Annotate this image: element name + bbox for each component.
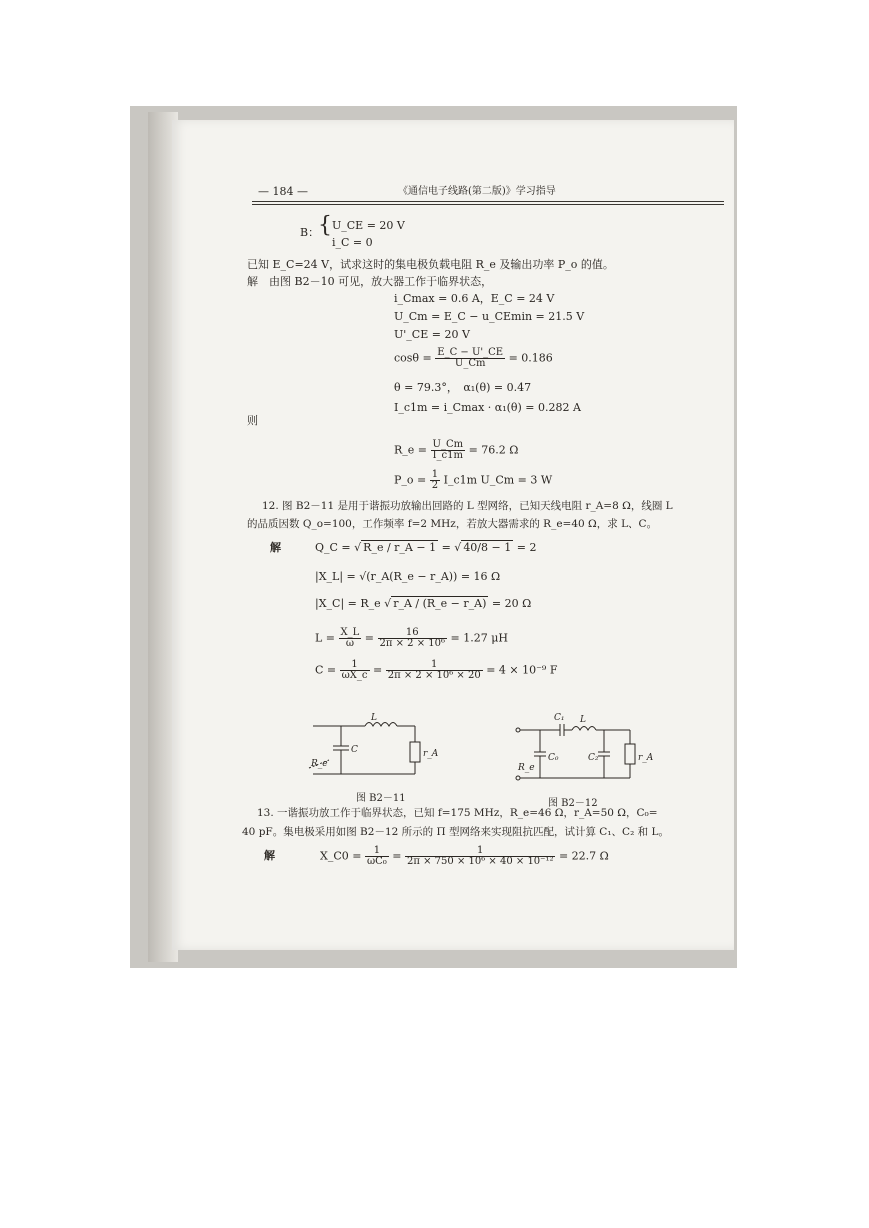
fig11-label-Re: R_e <box>311 759 328 769</box>
p12-c-den2: 2π × 2 × 10⁶ × 20 <box>387 670 481 681</box>
p11-eq8-fraction <box>430 470 440 491</box>
p11-eq8-lhs: P_o = <box>394 473 427 487</box>
p11-solution-intro: 解 由图 B2－10 可见，放大器工作于临界状态， <box>247 275 493 288</box>
p11-statement: 已知 E_C=24 V，试求这时的集电极负载电阻 R_e 及输出功率 P_o 的值。 <box>247 258 614 271</box>
p11-eq7-fraction <box>431 440 466 461</box>
p12-c-frac2 <box>386 660 483 681</box>
condition-brace: { <box>318 213 332 238</box>
p12-qc-eq: = <box>441 541 451 554</box>
p13-x: X_C0 = $\frac{1}{\text{ωC₀}}$ = $\frac{1}{\text{2π × 750 × 10⁶ × 40 × 10⁻¹²}}$ = 22.7 Ω <box>320 845 609 867</box>
p12-qc-lhs: Q_C = <box>315 541 351 554</box>
fig12-label-C1: C₁ <box>554 713 565 723</box>
p12-xc-sqrt: r_A / (R_e − r_A) <box>393 597 487 610</box>
p11-eq5: θ = 79.3°， α₁(θ) = 0.47 <box>394 381 532 394</box>
header-rule <box>252 201 724 202</box>
p12-c-lhs: C = <box>315 663 337 677</box>
p12-qc: Q_C = √ R_e / r_A − 1 = √ 40/8 − 1 = 2 <box>315 541 537 554</box>
p11-eq7-lhs: R_e = <box>394 443 428 457</box>
p11-eq6: I_c1m = i_Cmax · α₁(θ) = 0.282 A <box>394 401 581 414</box>
figure-b2-11 <box>305 708 439 788</box>
p11-eq7-num: U_Cm <box>432 439 464 450</box>
p12-c-num1: 1 <box>340 660 370 671</box>
p12-c-num2: 1 <box>386 660 483 671</box>
fig11-label-rA: r_A <box>423 749 439 759</box>
fig12-label-Re: R_e <box>518 763 535 773</box>
p13-solution-label: 解 <box>264 849 275 862</box>
p12-l-frac1 <box>339 628 362 649</box>
p13-line-1: 13. 一谐振功放工作于临界状态，已知 f=175 MHz，R_e=46 Ω，r_A=50 Ω，C₀= <box>257 807 658 819</box>
p12-line-2: 的品质因数 Q_o=100，工作频率 f=2 MHz，若放大器需求的 R_e=40 Ω，求 L、C。 <box>247 518 658 530</box>
p13-x-frac2 <box>405 846 555 867</box>
p11-eq4-den: U_Cm <box>454 358 486 369</box>
p12-xl: |X_L| = √(r_A(R_e − r_A)) = 16 Ω <box>315 570 501 583</box>
p11-eq8-rhs: I_c1m U_Cm = 3 W <box>443 473 553 487</box>
fig12-label-C2: C₂ <box>588 753 599 763</box>
header-rule-2 <box>252 204 724 205</box>
p13-x-den2: 2π × 750 × 10⁶ × 40 × 10⁻¹² <box>407 856 554 867</box>
p11-eq7 <box>394 440 518 461</box>
p13-x-den1: ωC₀ <box>366 856 387 867</box>
p13-x-num1: 1 <box>365 846 389 857</box>
p11-eq7-rhs: = 76.2 Ω <box>468 443 519 457</box>
p12-c-frac1 <box>340 660 370 681</box>
p12-line-1: 12. 图 B2－11 是用于谐振功放输出回路的 L 型网络，已知天线电阻 r_A=8 Ω，线圈 L <box>262 500 673 512</box>
figure-b2-12 <box>512 708 672 788</box>
p11-eq7-den: I_c1m <box>432 450 463 461</box>
fig11-caption: 图 B2－11 <box>356 793 406 804</box>
fig11-label-L: L <box>371 713 377 723</box>
p12-c-rhs: = 4 × 10⁻⁹ F <box>486 663 558 677</box>
p11-then: 则 <box>247 414 258 427</box>
p12-l: L = $\frac{X\_L}{\omega}$ = $\frac{16}{\text{2π × 2 × 10⁶}}$ = 1.27 μH <box>315 627 508 649</box>
condition-label: B： <box>300 226 320 239</box>
book-title: 《通信电子线路(第二版)》学习指导 <box>398 186 556 197</box>
p11-eq8-num: 1 <box>431 469 439 480</box>
p11-eq3: U'_CE = 20 V <box>394 328 470 341</box>
p13-line-2: 40 pF。集电极采用如图 B2－12 所示的 Π 型网络来实现阻抗匹配，试计算 C₁、C₂ 和 L。 <box>242 826 669 838</box>
p12-qc-sqrt2: 40/8 − 1 <box>463 541 512 554</box>
p13-x-lhs: X_C0 = <box>320 849 362 863</box>
p13-x-rhs: = 22.7 Ω <box>558 849 609 863</box>
p12-l-num2: 16 <box>378 628 448 639</box>
p12-xc: |X_C| = R_e √ r_A / (R_e − r_A) = 20 Ω <box>315 597 532 610</box>
p12-solution-label: 解 <box>270 541 281 554</box>
condition-line-2: i_C = 0 <box>332 236 373 249</box>
p13-x-frac1 <box>365 846 389 867</box>
p11-eq2: U_Cm = E_C − u_CEmin = 21.5 V <box>394 310 585 323</box>
p13-x-num2: 1 <box>405 846 555 857</box>
p12-c: C = $\frac{1}{\omega X\_c}$ = $\frac{1}{\text{2π × 2 × 10⁶ × 20}}$ = 4 × 10⁻⁹ F <box>315 659 558 681</box>
p11-eq4-fraction <box>435 348 505 369</box>
p12-l-den2: 2π × 2 × 10⁶ <box>379 638 446 649</box>
p11-eq4-lhs: cosθ = <box>394 351 432 365</box>
p12-l-rhs: = 1.27 μH <box>450 631 508 645</box>
p12-qc-rhs: = 2 <box>516 541 537 554</box>
p12-l-den1: ω <box>345 638 354 649</box>
condition-line-1: U_CE = 20 V <box>332 219 405 232</box>
p11-eq4-rhs: = 0.186 <box>508 351 553 365</box>
p12-l-num1: X_L <box>340 627 360 638</box>
p12-xc-rhs: = 20 Ω <box>491 597 532 610</box>
p11-eq4 <box>394 348 553 369</box>
fig12-label-C0: C₀ <box>548 753 559 763</box>
page-number: — 184 — <box>258 185 308 198</box>
p12-qc-sqrt1: R_e / r_A − 1 <box>363 541 437 554</box>
p12-l-lhs: L = <box>315 631 336 645</box>
fig12-label-L: L <box>580 715 586 725</box>
p11-eq8 <box>394 470 552 491</box>
p12-l-frac2 <box>378 628 448 649</box>
p11-eq4-num: E_C − U'_CE <box>437 347 504 358</box>
p12-xc-lhs: |X_C| = R_e <box>315 597 381 610</box>
fig12-caption: 图 B2－12 <box>548 798 598 809</box>
fig11-label-C: C <box>351 745 358 755</box>
fig12-label-rA: r_A <box>638 753 654 763</box>
p12-c-den1: ωX_c <box>341 670 368 681</box>
p11-eq1: i_Cmax = 0.6 A，E_C = 24 V <box>394 292 555 305</box>
p11-eq8-den: 2 <box>431 480 439 491</box>
